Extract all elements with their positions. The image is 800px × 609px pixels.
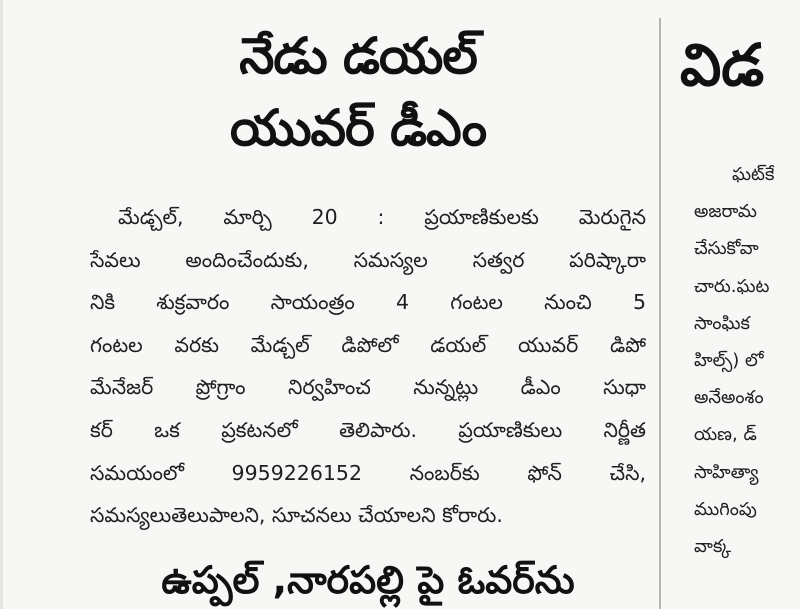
article-body-line: గంటల వరకు మేడ్చల్ డిపోలో డయల్ యువర్ డిపో (90, 332, 646, 357)
right-body-line: చేసుకోవా (694, 238, 759, 260)
article-headline-line-1: నేడు డయల్ (239, 27, 477, 85)
right-body-line: అజరామ (694, 201, 757, 223)
right-body-line: వాక్క (694, 536, 732, 558)
right-body-line: హిల్స్) లో (694, 350, 764, 372)
right-article-headline: విడ (680, 31, 765, 99)
article-body-line: సమయంలో 9959226152 నంబర్‌కు ఫోన్ చేసి, (90, 460, 646, 485)
article-body (90, 196, 646, 537)
article-body-line: సేవలు అందించేందుకు, సమస్యల సత్వర పరిష్కారా (90, 247, 646, 272)
right-article (670, 0, 800, 609)
article-body-line: మేనేజర్ ప్రోగ్రాం నిర్వహించ నున్నట్లు డీఎం సుధా (90, 375, 646, 400)
page-edge (0, 0, 3, 609)
right-body-line: సాంఘిక (694, 312, 750, 334)
right-body-line: యణ, డ్ (694, 424, 757, 446)
article-headline-line-2: యువర్ డీఎం (229, 99, 487, 157)
right-body-line: చారు.ఘట (694, 275, 770, 297)
right-body-line: సాహిత్యా (694, 461, 759, 483)
left-article (72, 0, 644, 609)
right-body-line: ఘట్‌కే (732, 164, 775, 185)
column-divider (659, 18, 661, 609)
article-body-line: మేడ్చల్, మార్చి 20 : ప్రయాణికులకు మెరుగైన (118, 205, 646, 229)
right-body-line: అనేఅంశం (694, 387, 764, 409)
next-article-headline: ఉప్పల్ ,నారపల్లి పై ఓవర్‌ను (161, 558, 575, 602)
article-body-line: నికి శుక్రవారం సాయంత్రం 4 గంటల నుంచి 5 (90, 290, 646, 315)
article-body-line: కర్ ఒక ప్రకటనలో తెలిపారు. ప్రయాణికులు నిర్ణీత (90, 417, 646, 442)
right-body-line: ముగింపు (694, 498, 757, 520)
right-article-body (694, 156, 800, 565)
article-body-line: సమస్యలుతెలుపాలని, సూచనలు చేయాలని కోరారు. (90, 503, 503, 528)
